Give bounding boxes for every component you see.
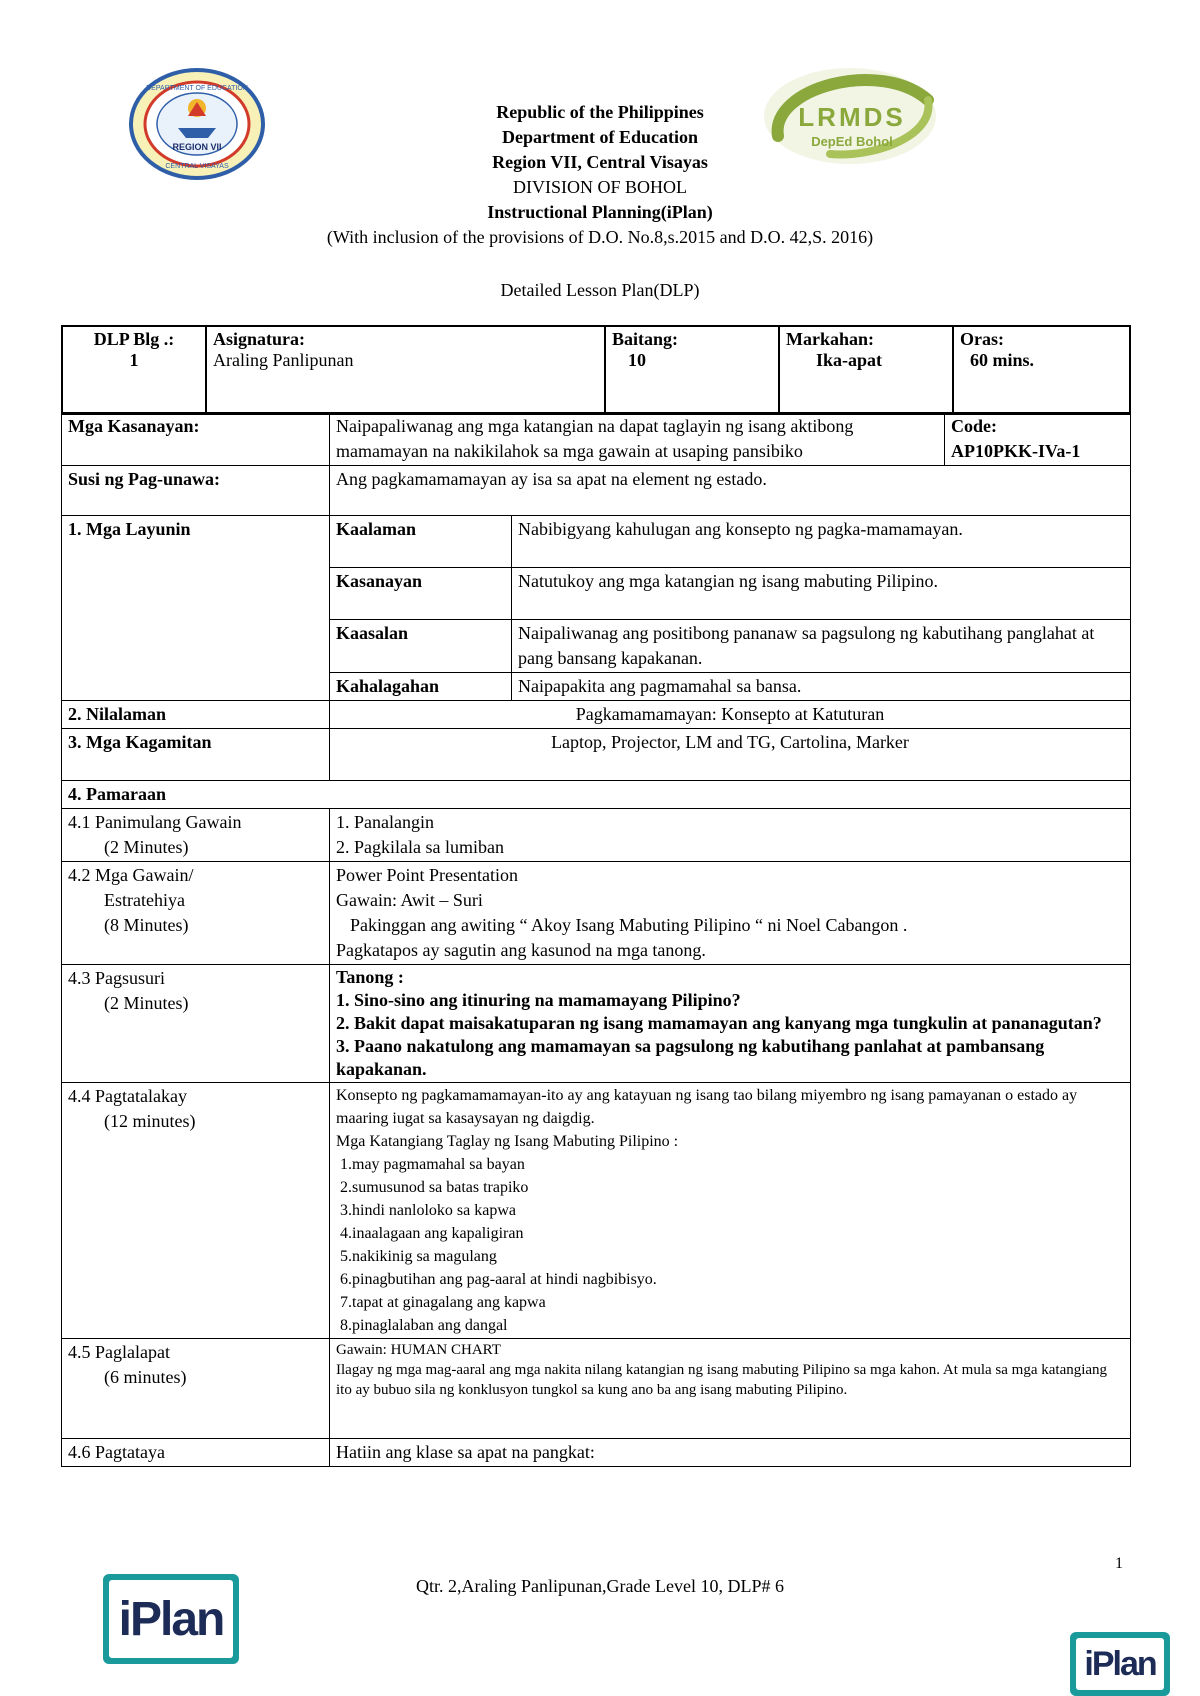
deped-region-vii-seal [128, 68, 266, 180]
quarter-value: Ika-apat [816, 350, 883, 370]
step-4-4-content [330, 1083, 1131, 1339]
subject-value: Araling Panlipunan [213, 350, 354, 370]
subject-label: Asignatura: [213, 329, 306, 349]
step-4-2-time: (8 Minutes) [104, 915, 189, 935]
page-number: 1 [1115, 1555, 1123, 1572]
materials-label: 3. Mga Kagamitan [62, 729, 330, 781]
step-4-4-intro: Konsepto ng pagkamamamayan-ito ay ang katayuan ng isang tao bilang miyembro ng isang pamayanan o estado ay maaring iugat sa kasaysayan ng daigdig. [336, 1087, 1078, 1127]
quarter-cell [779, 326, 953, 414]
objective-domain: Kasanayan [330, 568, 512, 620]
iplan-logo-text: iPlan [1076, 1638, 1164, 1690]
trait-list-item: 5.nakikinig sa magulang [340, 1248, 497, 1265]
step-4-3-label-cell [62, 965, 330, 1083]
code-value: AP10PKK-IVa-1 [951, 441, 1081, 461]
code-cell [945, 413, 1131, 466]
step-4-2-label: 4.2 Mga Gawain/ [68, 865, 194, 885]
content-label: 2. Nilalaman [62, 701, 330, 729]
step-4-3-time: (2 Minutes) [104, 993, 189, 1013]
header-division: DIVISION OF BOHOL [513, 177, 687, 197]
content-value: Pagkamamamayan: Konsepto at Katuturan [330, 701, 1131, 729]
subject-cell [206, 326, 605, 414]
header-iplan: Instructional Planning(iPlan) [487, 202, 713, 222]
time-value: 60 mins. [970, 350, 1035, 370]
step-4-4-list-title: Mga Katangiang Taglay ng Isang Mabuting Pilipino : [336, 1133, 679, 1150]
dlp-number-value: 1 [129, 350, 139, 370]
dlp-info-table [61, 325, 1131, 415]
step-4-2-label-cell [62, 862, 330, 965]
step-4-5-activity: Gawain: HUMAN CHART [336, 1342, 501, 1358]
objectives-label: 1. Mga Layunin [62, 516, 330, 701]
dlp-number-cell [62, 326, 206, 414]
step-4-1-label: 4.1 Panimulang Gawain [68, 812, 242, 832]
iplan-logo-corner [1070, 1632, 1170, 1696]
seal-region-text: REGION VII [172, 142, 222, 152]
objective-text: Naipapakita ang pagmamahal sa bansa. [512, 673, 1131, 701]
step-4-5-label-cell [62, 1339, 330, 1439]
step-4-4-label: 4.4 Pagtatalakay [68, 1086, 187, 1106]
step-4-5-time: (6 minutes) [104, 1367, 187, 1387]
header-republic: Republic of the Philippines [496, 102, 704, 122]
skills-value: Naipapaliwanag ang mga katangian na dapat taglayin ng isang aktibong mamamayan na nakikilahok sa mga gawain at usaping pansibiko [330, 413, 945, 466]
step-4-1-time: (2 Minutes) [104, 837, 189, 857]
grade-value: 10 [628, 350, 646, 370]
step-4-6-content: Hatiin ang klase sa apat na pangkat: [330, 1439, 1131, 1467]
skills-label: Mga Kasanayan: [62, 413, 330, 466]
objective-domain: Kaalaman [330, 516, 512, 568]
trait-list-item: 8.pinaglalaban ang dangal [340, 1317, 508, 1334]
understanding-value: Ang pagkamamamayan ay isa sa apat na element ng estado. [330, 466, 1131, 516]
objective-domain: Kaasalan [330, 620, 512, 673]
trait-list-item: 7.tapat at ginagalang ang kapwa [340, 1294, 546, 1311]
step-4-5-content [330, 1339, 1131, 1439]
dlp-number-label: DLP Blg .: [93, 329, 175, 349]
header-region: Region VII, Central Visayas [492, 152, 708, 172]
procedure-label: 4. Pamaraan [62, 781, 1131, 809]
grade-cell [605, 326, 779, 414]
lrmds-logo-sub: DepEd Bohol [811, 134, 893, 149]
step-4-4-label-cell [62, 1083, 330, 1339]
step-4-3-label: 4.3 Pagsusuri [68, 968, 166, 988]
seal-bottom-text: CENTRAL VISAYAS [165, 163, 229, 170]
trait-list-item: 3.hindi nanloloko sa kapwa [340, 1202, 516, 1219]
step-4-1-item: 2. Pagkilala sa lumiban [336, 837, 504, 857]
lesson-plan-table [61, 412, 1131, 1467]
step-4-3-question: 1. Sino-sino ang itinuring na mamamayang Pilipino? [336, 990, 741, 1010]
iplan-logo-text: iPlan [109, 1580, 233, 1658]
step-4-2-line: Pagkatapos ay sagutin ang kasunod na mga tanong. [336, 940, 706, 960]
step-4-1-label-cell [62, 809, 330, 862]
materials-value: Laptop, Projector, LM and TG, Cartolina, Marker [330, 729, 1131, 781]
step-4-6-label: 4.6 Pagtataya [62, 1439, 330, 1467]
objective-text: Natutukoy ang mga katangian ng isang mabuting Pilipino. [512, 568, 1131, 620]
objective-text: Nabibigyang kahulugan ang konsepto ng pagka-mamamayan. [512, 516, 1131, 568]
step-4-2-line: Gawain: Awit – Suri [336, 890, 483, 910]
document-header [250, 100, 950, 250]
objective-domain: Kahalagahan [330, 673, 512, 701]
objective-text: Naipaliwanag ang positibong pananaw sa pagsulong ng kabutihang panglahat at pang bansang kapakanan. [512, 620, 1131, 673]
step-4-3-question-title: Tanong : [336, 967, 404, 987]
trait-list-item: 6.pinagbutihan ang pag-aaral at hindi nagbibisyo. [340, 1271, 657, 1288]
quarter-label: Markahan: [786, 329, 875, 349]
seal-top-text: DEPARTMENT OF EDUCATION [146, 85, 248, 92]
time-cell [953, 326, 1130, 414]
trait-list-item: 2.sumusunod sa batas trapiko [340, 1179, 529, 1196]
step-4-5-instructions: Ilagay ng mga mag-aaral ang mga nakita nilang katangian ng isang mabuting Pilipino sa mga kahon. At mula sa mga katangiang ito ay bubuo sila ng konklusyon tungkol sa kung ano ba ang isang mabuting Pilipino. [336, 1362, 1108, 1398]
step-4-2-label-2: Estratehiya [104, 890, 185, 910]
time-label: Oras: [960, 329, 1004, 349]
step-4-3-content [330, 965, 1131, 1083]
step-4-4-time: (12 minutes) [104, 1111, 196, 1131]
code-label: Code: [951, 416, 997, 436]
step-4-3-question: 3. Paano nakatulong ang mamamayan sa pagsulong ng kabutihang panlahat at pambansang kapakanan. [336, 1036, 1045, 1079]
grade-label: Baitang: [612, 329, 679, 349]
step-4-2-line: Power Point Presentation [336, 865, 518, 885]
iplan-logo-footer [103, 1574, 239, 1664]
page-footer: Qtr. 2,Araling Panlipunan,Grade Level 10, DLP# 6 [416, 1576, 784, 1596]
step-4-2-content [330, 862, 1131, 965]
header-department: Department of Education [502, 127, 698, 147]
trait-list-item: 1.may pagmamahal sa bayan [340, 1156, 525, 1173]
dlp-title: Detailed Lesson Plan(DLP) [500, 280, 700, 300]
understanding-label: Susi ng Pag-unawa: [62, 466, 330, 516]
step-4-1-content [330, 809, 1131, 862]
lrmds-logo-title: LRMDS [798, 102, 906, 132]
header-provisions: (With inclusion of the provisions of D.O. No.8,s.2015 and D.O. 42,S. 2016) [326, 227, 874, 247]
trait-list-item: 4.inaalagaan ang kapaligiran [340, 1225, 524, 1242]
step-4-2-line: Pakinggan ang awiting “ Akoy Isang Mabuting Pilipino “ ni Noel Cabangon . [350, 915, 908, 935]
step-4-5-label: 4.5 Paglalapat [68, 1342, 170, 1362]
step-4-3-question: 2. Bakit dapat maisakatuparan ng isang mamamayan ang kanyang mga tungkulin at pananagutan? [336, 1013, 1102, 1033]
step-4-1-item: 1. Panalangin [336, 812, 434, 832]
